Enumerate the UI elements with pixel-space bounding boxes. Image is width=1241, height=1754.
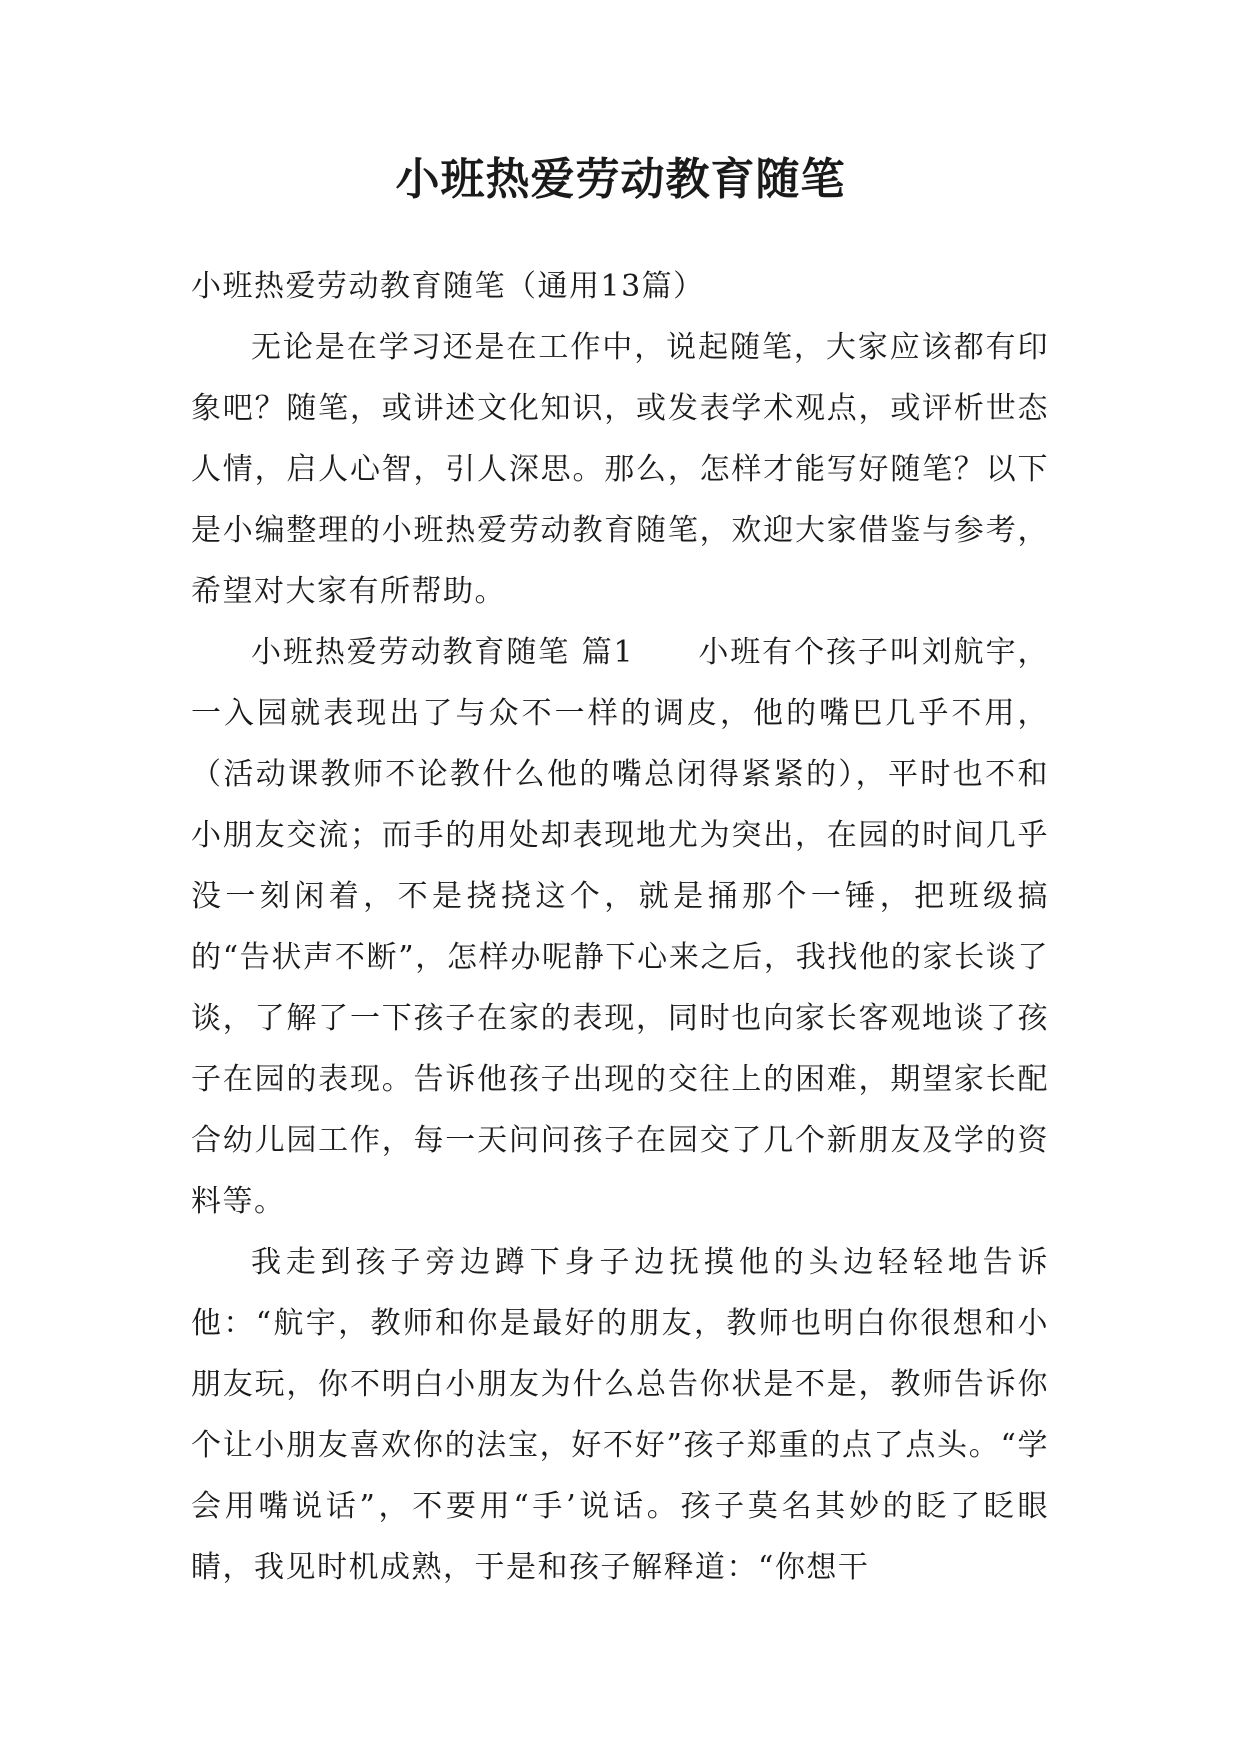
- document-title: 小班热爱劳动教育随笔: [395, 154, 846, 205]
- paragraph-essay-1-continued: 我走到孩子旁边蹲下身子边抚摸他的头边轻轻地告诉他：“航宇，教师和你是最好的朋友，教师也明白你很想和小朋友玩，你不明白小朋友为什么总告你状是不是，教师告诉你个让小朋友喜欢你的法宝，好不好”孩子郑重的点了点头。“学会用嘴说话”，不要用“手’说话。孩子莫名其妙的眨了眨眼睛，我见时机成熟，于是和孩子解释道：“你想干: [191, 1245, 1049, 1585]
- paragraph-intro: 无论是在学习还是在工作中，说起随笔，大家应该都有印象吧？随笔，或讲述文化知识，或发表学术观点，或评析世态人情，启人心智，引人深思。那么，怎样才能写好随笔？以下是小编整理的小班热爱劳动教育随笔，欢迎大家借鉴与参考，希望对大家有所帮助。: [191, 330, 1049, 609]
- document-subtitle: 小班热爱劳动教育随笔（通用13篇）: [191, 269, 705, 304]
- paragraph-essay-1: 小班热爱劳动教育随笔 篇1 小班有个孩子叫刘航宇，一入园就表现出了与众不一样的调皮，他的嘴巴几乎不用，（活动课教师不论教什么他的嘴总闭得紧紧的），平时也不和小朋友交流；而手的用处却表现地尤为突出，在园的时间几乎没一刻闲着，不是挠挠这个，就是捅那个一锤，把班级搞的“告状声不断”，怎样办呢静下心来之后，我找他的家长谈了谈，了解了一下孩子在家的表现，同时也向家长客观地谈了孩子在园的表现。告诉他孩子出现的交往上的困难，期望家长配合幼儿园工作，每一天问问孩子在园交了几个新朋友及学的资料等。: [191, 635, 1049, 1219]
- document-body: [191, 256, 1049, 1598]
